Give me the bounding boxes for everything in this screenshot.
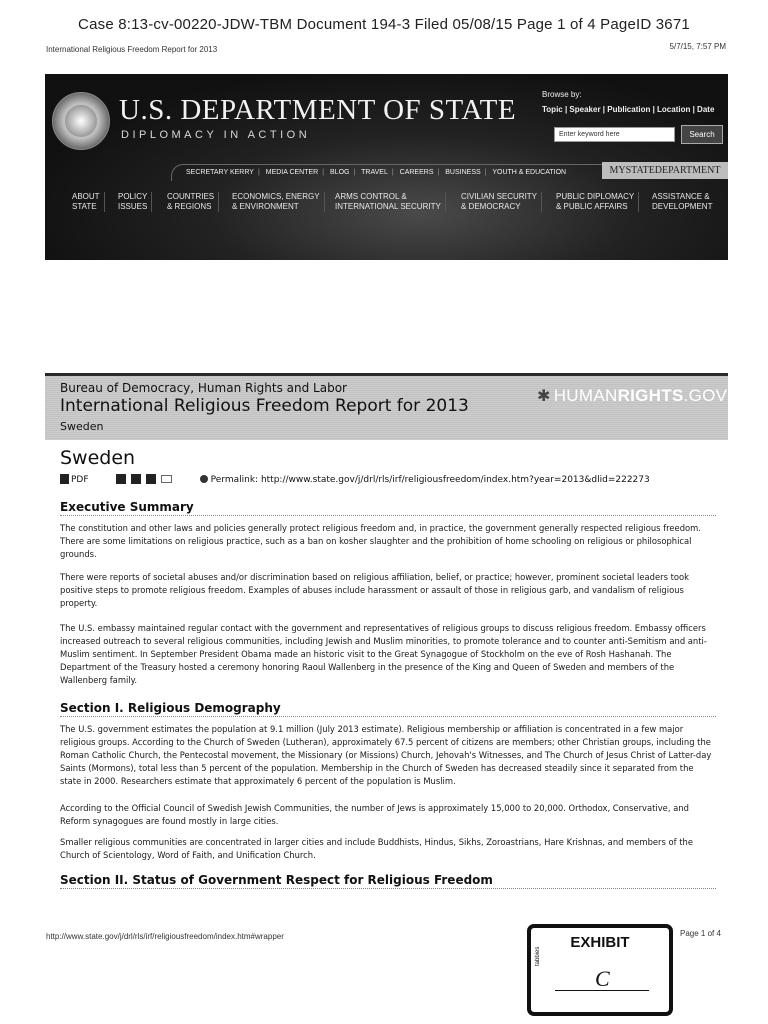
nav-business[interactable]: BUSINESS (445, 169, 481, 176)
report-country: Sweden (60, 420, 104, 433)
nav-travel[interactable]: TRAVEL (361, 169, 388, 176)
exhibit-sticker (527, 924, 673, 1016)
share-icon[interactable] (116, 474, 126, 484)
main-nav-countries[interactable]: COUNTRIES & REGIONS (167, 192, 219, 212)
print-page-title: International Religious Freedom Report for 2013 (46, 45, 218, 54)
email-icon[interactable] (161, 475, 172, 483)
pdf-icon[interactable] (60, 474, 69, 484)
report-title[interactable]: International Religious Freedom Report for 2013 (60, 396, 469, 416)
exhibit-line (555, 990, 649, 991)
nav-youth-education[interactable]: YOUTH & EDUCATION (492, 169, 567, 176)
search-input[interactable]: Enter keyword here (554, 127, 675, 142)
print-datetime: 5/7/15, 7:57 PM (669, 42, 726, 51)
state-department-banner (45, 74, 728, 260)
main-nav-about-state[interactable]: ABOUT STATE (72, 192, 105, 212)
footer-url: http://www.state.gov/j/drl/rls/irf/religiousfreedom/index.htm#wrapper (46, 932, 284, 941)
exec-paragraph-3: The U.S. embassy maintained regular contact with the government and representatives of religious groups to discuss religious freedom. Embassy officers increased outreach to several religious communities, including Jewish and Muslim minorities, to promote tolerance and to counter anti-Semitism and anti-Muslim sentiment. In September President Obama made an historic visit to the Great Synagogue of Stockholm on the eve of Rosh Hashanah. The Department of the Treasury hosted a ceremony honoring Raoul Wallenberg in the presence of the King and Queen of Sweden and members of the Wallenberg family. (60, 623, 707, 685)
exec-paragraph-2: There were reports of societal abuses and/or discrimination based on religious affiliation, belief, or practice; however, prominent societal leaders took positive steps to promote religious freedom. Examples of abuses include harassment or assault of those in religious garb, and vandalism of religious property. (60, 572, 689, 608)
top-nav: SECRETARY KERRY | MEDIA CENTER | BLOG | TRAVEL | CAREERS | BUSINESS | YOUTH & EDUCATION (171, 164, 728, 181)
pdf-link[interactable]: PDF (71, 475, 89, 485)
main-nav-public-diplomacy[interactable]: PUBLIC DIPLOMACY & PUBLIC AFFAIRS (556, 192, 639, 212)
main-nav-assistance[interactable]: ASSISTANCE & DEVELOPMENT (652, 192, 713, 211)
search-button[interactable]: Search (681, 125, 723, 144)
permalink-icon (200, 475, 208, 483)
humanrights-icon: ✱ (537, 388, 551, 405)
twitter-icon[interactable] (146, 474, 156, 484)
section-1-paragraph-2: According to the Official Council of Swedish Jewish Communities, the number of Jews is approximately 15,000 to 20,000. Orthodox, Conservative, and Reform synagogues are found mostly in large cities. (60, 803, 689, 826)
nav-secretary-kerry[interactable]: SECRETARY KERRY (186, 169, 254, 176)
main-nav-policy-issues[interactable]: POLICY ISSUES (118, 192, 152, 212)
department-title[interactable]: U.S. DEPARTMENT OF STATE (119, 94, 517, 126)
country-heading: Sweden (60, 447, 136, 469)
page-tools (60, 474, 650, 485)
executive-summary-heading: Executive Summary (60, 500, 716, 516)
humanrights-gov-logo[interactable]: ✱ HUMANRIGHTS.GOV (537, 386, 728, 405)
permalink[interactable]: Permalink: http://www.state.gov/j/drl/rls/irf/religiousfreedom/index.htm?year=2013&dlid=222273 (210, 475, 650, 485)
section-1-heading: Section I. Religious Demography (60, 701, 716, 717)
tagline: DIPLOMACY IN ACTION (121, 129, 311, 141)
exhibit-label: EXHIBIT (570, 934, 630, 951)
main-nav-civilian-security[interactable]: CIVILIAN SECURITY & DEMOCRACY (461, 192, 542, 212)
browse-links[interactable]: Topic | Speaker | Publication | Location | Date (542, 105, 715, 114)
exhibit-value: C (595, 966, 610, 991)
browse-label: Browse by: (542, 90, 582, 99)
exec-paragraph-1: The constitution and other laws and policies generally protect religious freedom and, in practice, the government generally respected religious freedom. There are some limitations on religious practice, such as a ban on kosher slaughter and the prohibition of home schooling on religious or philosophical grounds. (60, 523, 701, 559)
section-1-paragraph-1: The U.S. government estimates the population at 9.1 million (July 2013 estimate). Religious membership or affiliation is concentrated in a few major religious groups. According to the Church of Sweden (Lutheran), approximately 67.5 percent of citizens are members; other Christian groups, including the Roman Catholic Church, the Pentecostal movement, the Missionary (or Missions) Church, Jehovah's Witnesses, and The Church of Jesus Christ of Latter-day Saints (Mormons), total less than 5 percent of the population. Membership in the Church of Sweden has decreased steadily since it separated from the state in 2000. Researchers estimate that approximately 6 percent of the population is Muslim. (60, 724, 712, 786)
case-header: Case 8:13-cv-00220-JDW-TBM Document 194-3 Filed 05/08/15 Page 1 of 4 PageID 3671 (78, 16, 690, 33)
nav-media-center[interactable]: MEDIA CENTER (265, 169, 319, 176)
state-seal-icon[interactable] (52, 92, 110, 150)
section-1-paragraph-3: Smaller religious communities are concentrated in larger cities and include Buddhists, Hindus, Sikhs, Zoroastrians, Hare Krishnas, and members of the Church of Scientology, Word of Faith, and Unification Church. (60, 837, 693, 860)
main-nav (45, 192, 728, 218)
exhibit-maker: tabbies (535, 946, 541, 966)
footer-page-number: Page 1 of 4 (680, 929, 721, 938)
section-2-heading: Section II. Status of Government Respect for Religious Freedom (60, 873, 716, 889)
mystate-department-link[interactable]: MYSTATEDEPARTMENT (602, 162, 728, 179)
facebook-icon[interactable] (131, 474, 141, 484)
main-nav-arms-control[interactable]: ARMS CONTROL & INTERNATIONAL SECURITY (335, 192, 446, 212)
main-nav-economics[interactable]: ECONOMICS, ENERGY & ENVIRONMENT (232, 192, 325, 212)
bureau-name[interactable]: Bureau of Democracy, Human Rights and Labor (60, 381, 347, 395)
nav-careers[interactable]: CAREERS (399, 169, 434, 176)
bureau-header (45, 373, 728, 440)
nav-blog[interactable]: BLOG (330, 169, 350, 176)
